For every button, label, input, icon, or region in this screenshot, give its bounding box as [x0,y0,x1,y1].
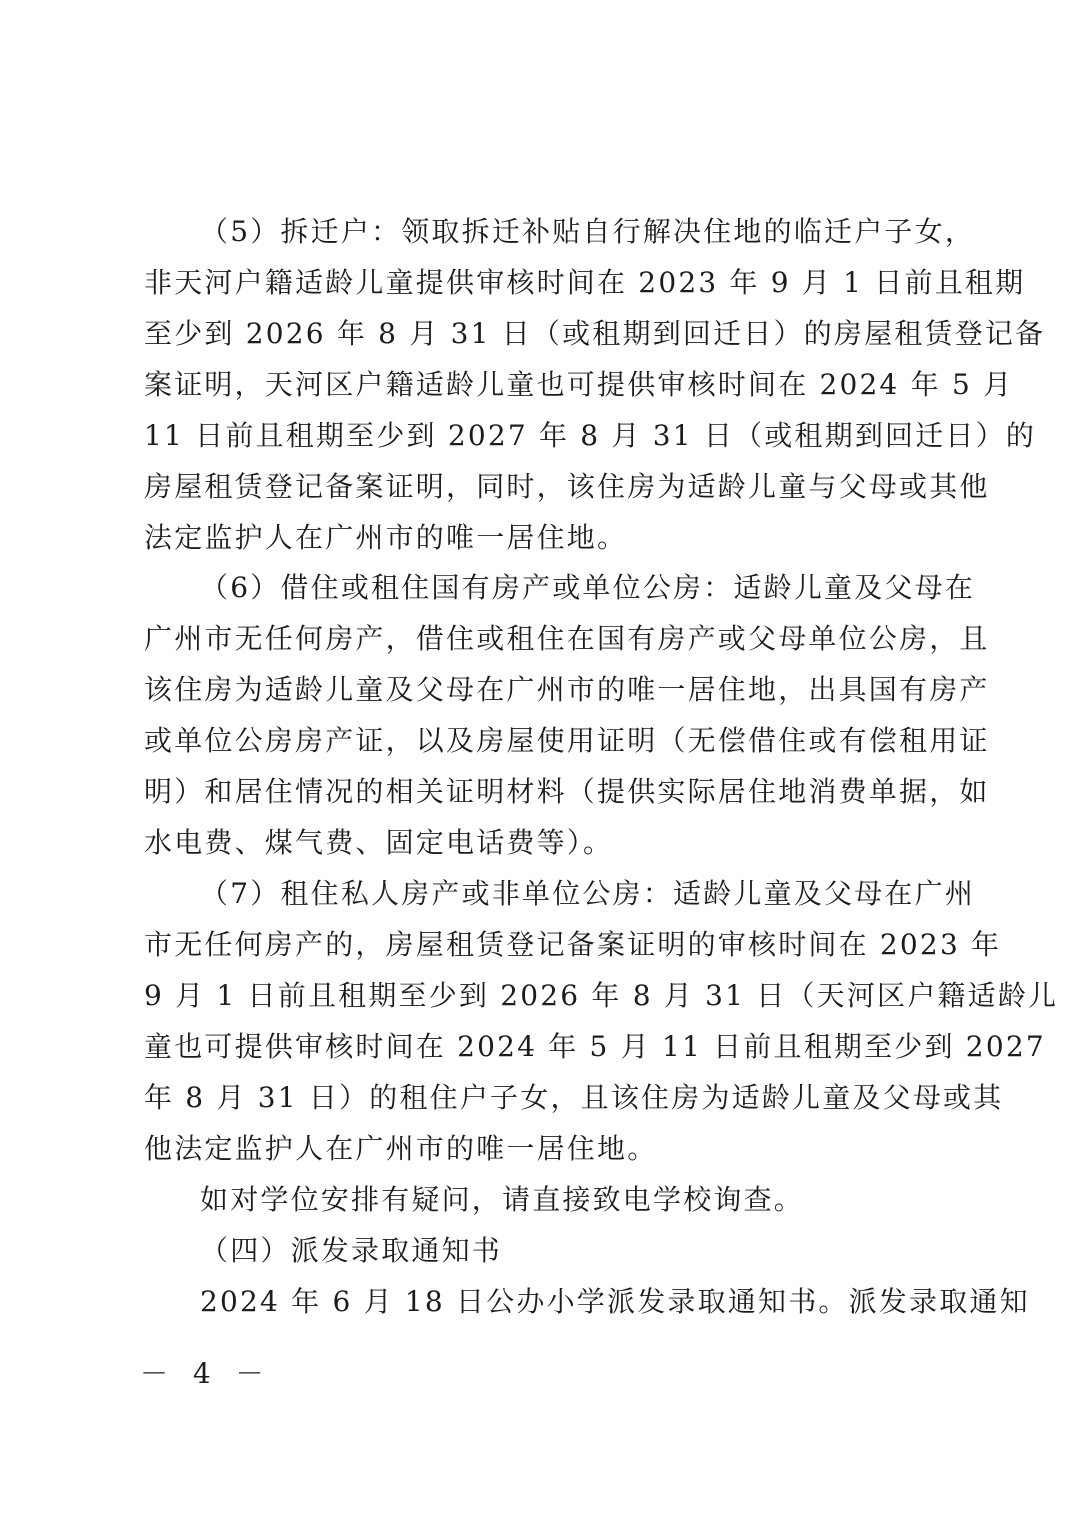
paragraph-7-line-3: 9 月 1 日前且租期至少到 2026 年 8 月 31 日（天河区户籍适龄儿 [144,979,1059,1012]
paragraph-6-line-1: （6）借住或租住国有房产或单位公房：适龄儿童及父母在 [200,571,976,604]
paragraph-5-line-6: 房屋租赁登记备案证明，同时，该住房为适龄儿童与父母或其他 [144,470,990,503]
paragraph-5-line-2: 非天河户籍适龄儿童提供审核时间在 2023 年 9 月 1 日前且租期 [144,266,1026,299]
paragraph-6-line-5: 明）和居住情况的相关证明材料（提供实际居住地消费单据，如 [144,775,990,808]
section-heading-admission-notice: （四）派发录取通知书 [200,1234,503,1267]
paragraph-6-line-3: 该住房为适龄儿童及父母在广州市的唯一居住地，出具国有房产 [144,673,990,706]
paragraph-5-line-1: （5）拆迁户：领取拆迁补贴自行解决住地的临迁户子女， [200,215,976,248]
paragraph-7-line-6: 他法定监护人在广州市的唯一居住地。 [144,1132,658,1165]
paragraph-6-line-2: 广州市无任何房产，借住或租住在国有房产或父母单位公房，且 [144,622,990,655]
inquiry-note: 如对学位安排有疑问，请直接致电学校询查。 [200,1183,805,1216]
paragraph-7-line-2: 市无任何房产的，房屋租赁登记备案证明的审核时间在 2023 年 [144,928,1002,961]
paragraph-7-line-4: 童也可提供审核时间在 2024 年 5 月 11 日前且租期至少到 2027 [144,1030,1046,1063]
paragraph-5-line-3: 至少到 2026 年 8 月 31 日（或租期到回迁日）的房屋租赁登记备 [144,317,1046,350]
paragraph-6-line-6: 水电费、煤气费、固定电话费等）。 [144,826,614,859]
admission-notice-line-1: 2024 年 6 月 18 日公办小学派发录取通知书。派发录取通知 [200,1285,1030,1318]
paragraph-5-line-7: 法定监护人在广州市的唯一居住地。 [144,521,628,554]
paragraph-5-line-4: 案证明，天河区户籍适龄儿童也可提供审核时间在 2024 年 5 月 [144,368,1014,401]
paragraph-5-line-5: 11 日前且租期至少到 2027 年 8 月 31 日（或租期到回迁日）的 [144,419,1037,452]
paragraph-6-line-4: 或单位公房房产证，以及房屋使用证明（无偿借住或有偿租用证 [144,724,990,757]
paragraph-7-line-1: （7）租住私人房产或非单位公房：适龄儿童及父母在广州 [200,877,976,910]
paragraph-7-line-5: 年 8 月 31 日）的租住户子女，且该住房为适龄儿童及父母或其 [144,1081,1004,1114]
page-number: － 4 － [140,1357,272,1390]
